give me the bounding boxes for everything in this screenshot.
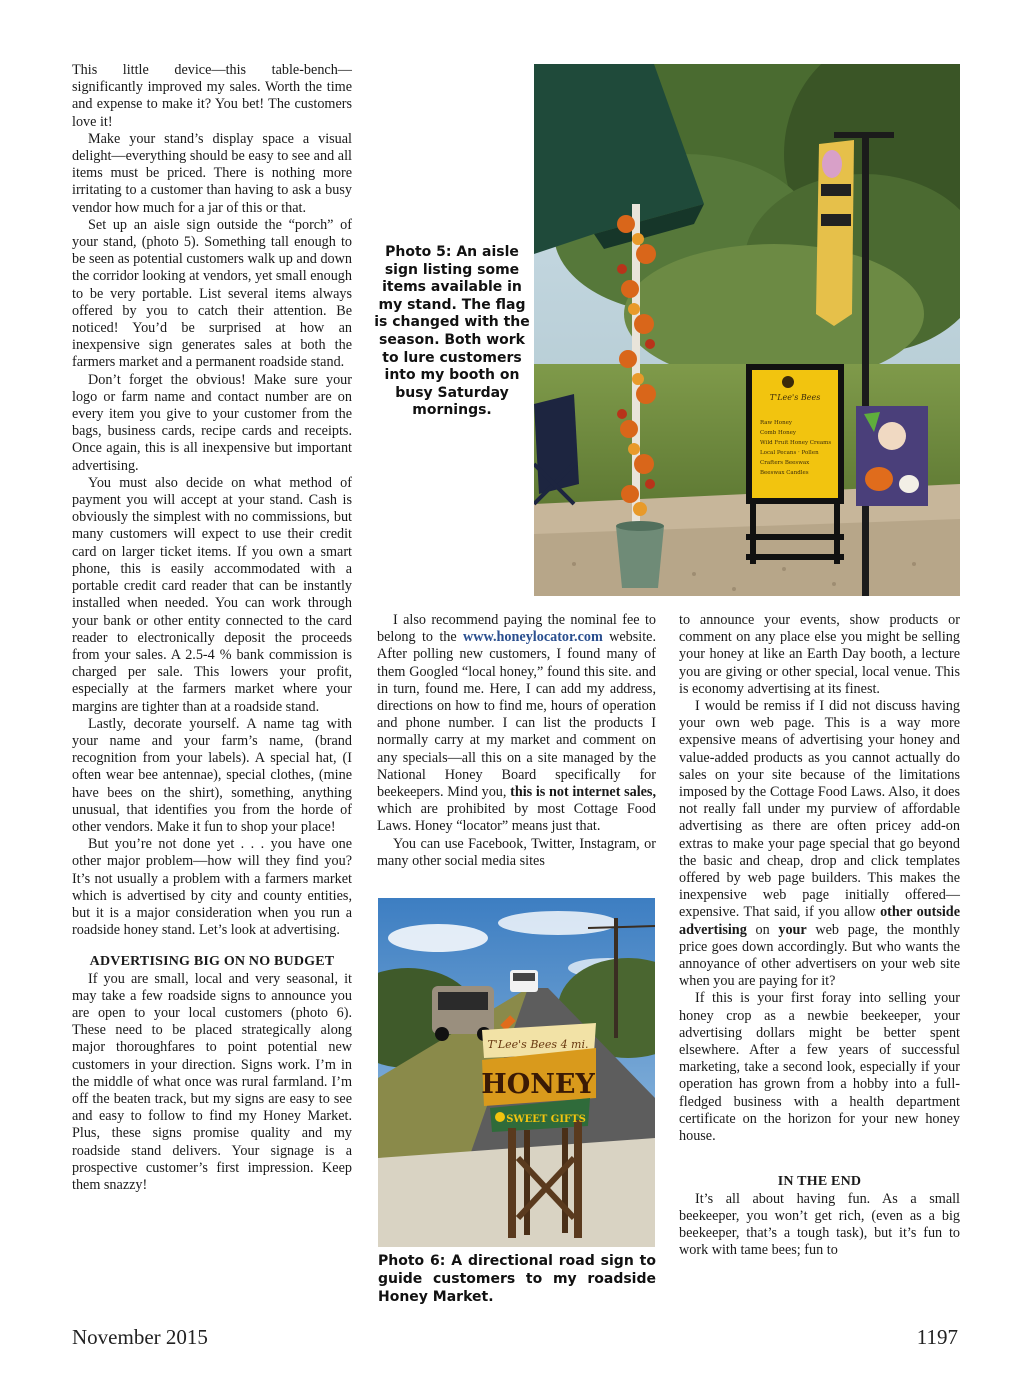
paragraph: [679, 698, 960, 990]
road-sign-bottom-text: SWEET GIFTS: [506, 1114, 586, 1125]
bold-text: this is not internet sales,: [510, 784, 657, 801]
paragraph: But you’re not done yet . . . you have one other major problem—how will they find you? It’s not usually a problem with a farmers market which is advertised by city and county entities, but it is a major consideration when you run a roadside honey stand. Let’s look at advertising.: [72, 836, 352, 939]
paragraph: You can use Facebook, Twitter, Instagram, or many other social media sites: [377, 835, 656, 869]
bee-icon: [495, 1112, 505, 1122]
text-run: website. After polling new customers, I found many of them Googled “local honey,” found this site. and in turn, found me. Here, I can add my address, directions on how to find me, hours of operation and phone number. I can list the products I normally carry at my market and comment on any specials—all this on a site managed by the National Honey Board specifically for beekeepers. Mind you,: [377, 629, 657, 801]
paragraph: [377, 612, 656, 836]
aisle-sign-item: Raw Honey: [760, 420, 793, 426]
article-column-2: [377, 612, 656, 870]
section-heading: IN THE END: [777, 1174, 862, 1190]
paragraph: If this is your first foray into selling your honey crop as a newbie beekeeper, your advertising dollars might be better spent elsewhere. After a few years of successful marketing, take a second look, especially if your operation has grown from a hobby into a full-fledged business with a health department certificate on the horizon for your new honey house.: [679, 990, 960, 1145]
page-number: 1197: [916, 1325, 958, 1349]
text-run: I also recommend paying the nominal fee to belong to the: [377, 612, 656, 646]
text-run: I would be remiss if I did not discuss having your own web page. This is a way more expensive means of advertising your honey and value-added products as you cannot actually do sales on your site because of the limitations imposed by the Cottage Food Laws. Also, it does not really fall under my purview of affordable advertising as there are often pricey add-on extras to make your page special that go beyond the basic and cheap, drop and click templates offered by web page builders. This makes the inexpensive web page initially offered—expensive. That said, if you allow: [679, 698, 960, 921]
paragraph: to announce your events, show products or comment on any place else you might be selling your honey at like an Earth Day booth, a lecture you are giving or other special, local venue. This is economy advertising at its finest.: [679, 612, 960, 697]
aisle-sign-item: Beeswax Candles: [760, 470, 809, 476]
paragraph: Lastly, decorate yourself. A name tag with your name and your farm’s name, (brand recognition from your labels). A special hat, (I often wear bee antennae), special clothes, (mine have bees on the shirt), something, anything unusual, that identifies you from the horde of other vendors. Make it fun to shop your place!: [72, 715, 352, 835]
footer-date: November 2015: [72, 1325, 208, 1349]
bold-text: your: [778, 921, 807, 938]
text-run: web page, the monthly price goes down accordingly. But who wants the annoyance of other advertisers on your web site when you are paying for it?: [679, 921, 961, 990]
article-column-1: [72, 62, 352, 1194]
text-run: on: [746, 921, 779, 938]
aisle-sign-item: Local Pecans · Pollen: [760, 450, 819, 456]
paragraph: This little device—this table-bench—significantly improved my sales. Worth the time and expense to make it? You bet! The customers love it!: [72, 62, 352, 130]
paragraph: You must also decide on what method of payment you will accept at your stand. Cash is obviously the simplest with no commissions, but many customers will expect to use their credit card on larger ticket items. If you own a smart phone, this is easily accommodated with a portable credit card reader that can be instantly installed when needed. You can work through your bank or other entity connected to the card reader to electronically deposit the proceeds from your sales. A 2.5-4 % bank commission is charged per sale. This lowers your profit, especially at the farmers market where your margins are tighter than at a roadside stand.: [72, 474, 352, 715]
photo-6-image: [378, 898, 655, 1247]
paragraph: Make your stand’s display space a visual delight—everything should be easy to see and all items must be priced. There is nothing more irritating to a customer than having to ask a busy vendor how much for a jar of this or that.: [72, 130, 352, 216]
road-sign-top-text: T'Lee's Bees 4 mi.: [487, 1038, 589, 1051]
section-heading: ADVERTISING BIG ON NO BUDGET: [89, 954, 335, 970]
aisle-sign-item: Comb Honey: [760, 430, 797, 436]
photo-5-aisle-sign: [534, 64, 960, 596]
paragraph: Don’t forget the obvious! Make sure your logo or farm name and contact number are on every item you give to your customer from the bags, business cards, recipe cards and receipts. Once again, this is all inexpensive but important advertising.: [72, 371, 352, 474]
photo-6-road-sign: [378, 898, 655, 1247]
photo-5-image: [534, 64, 960, 596]
honeylocator-link[interactable]: www.honeylocator.com: [463, 629, 603, 646]
bold-text: other outside advertising: [679, 904, 960, 938]
road-sign-honey-text: HONEY: [481, 1069, 595, 1100]
paragraph: It’s all about having fun. As a small beekeeper, you won’t get rich, (even as a big beekeeper, that’s a tough task), but it’s fun to work with tame bees; fun to: [679, 1190, 960, 1259]
photo-5-caption: Photo 5: An aisle sign listing some items available in my stand. The flag is changed with the season. Both work to lure customers into my booth on busy Saturday mornings.: [374, 244, 530, 419]
aisle-sign-item: Wild Fruit Honey Creams: [760, 440, 832, 446]
aisle-sign-item: Crafters Beeswax: [760, 460, 810, 466]
paragraph: If you are small, local and very seasonal, it may take a few roadside signs to announce you are open to your local customers (photo 6). These need to be placed strategically along major thoroughfares to point potential new customers in your direction. Signs work. I’m in the middle of what once was rural farmland. I’m off the beaten track, but my signs are easy to see and easy to follow to find my Honey Market. Plus, these signs promise quality and my roadside stand delivers. Your signage is a prospective customer’s first impression. Keep them snazzy!: [72, 970, 352, 1193]
paragraph: Set up an aisle sign outside the “porch” of your stand, (photo 5). Something tall enough to be seen as potential customers walk up and down the corridor looking at vendors, yet small enough to be very portable. List several items always offered by you to catch their attention. Be noticed! You’d be surprised at how an inexpensive sign generates sales at both the farmers market and a permanent roadside stand.: [72, 216, 352, 371]
article-column-3: [679, 612, 960, 1259]
text-run: which are prohibited by most Cottage Food Laws. Honey “locator” means just that.: [377, 801, 656, 835]
aisle-sign-title: T'Lee's Bees: [769, 393, 821, 402]
photo-6-caption: Photo 6: A directional road sign to guide customers to my roadside Honey Market.: [378, 1253, 656, 1305]
